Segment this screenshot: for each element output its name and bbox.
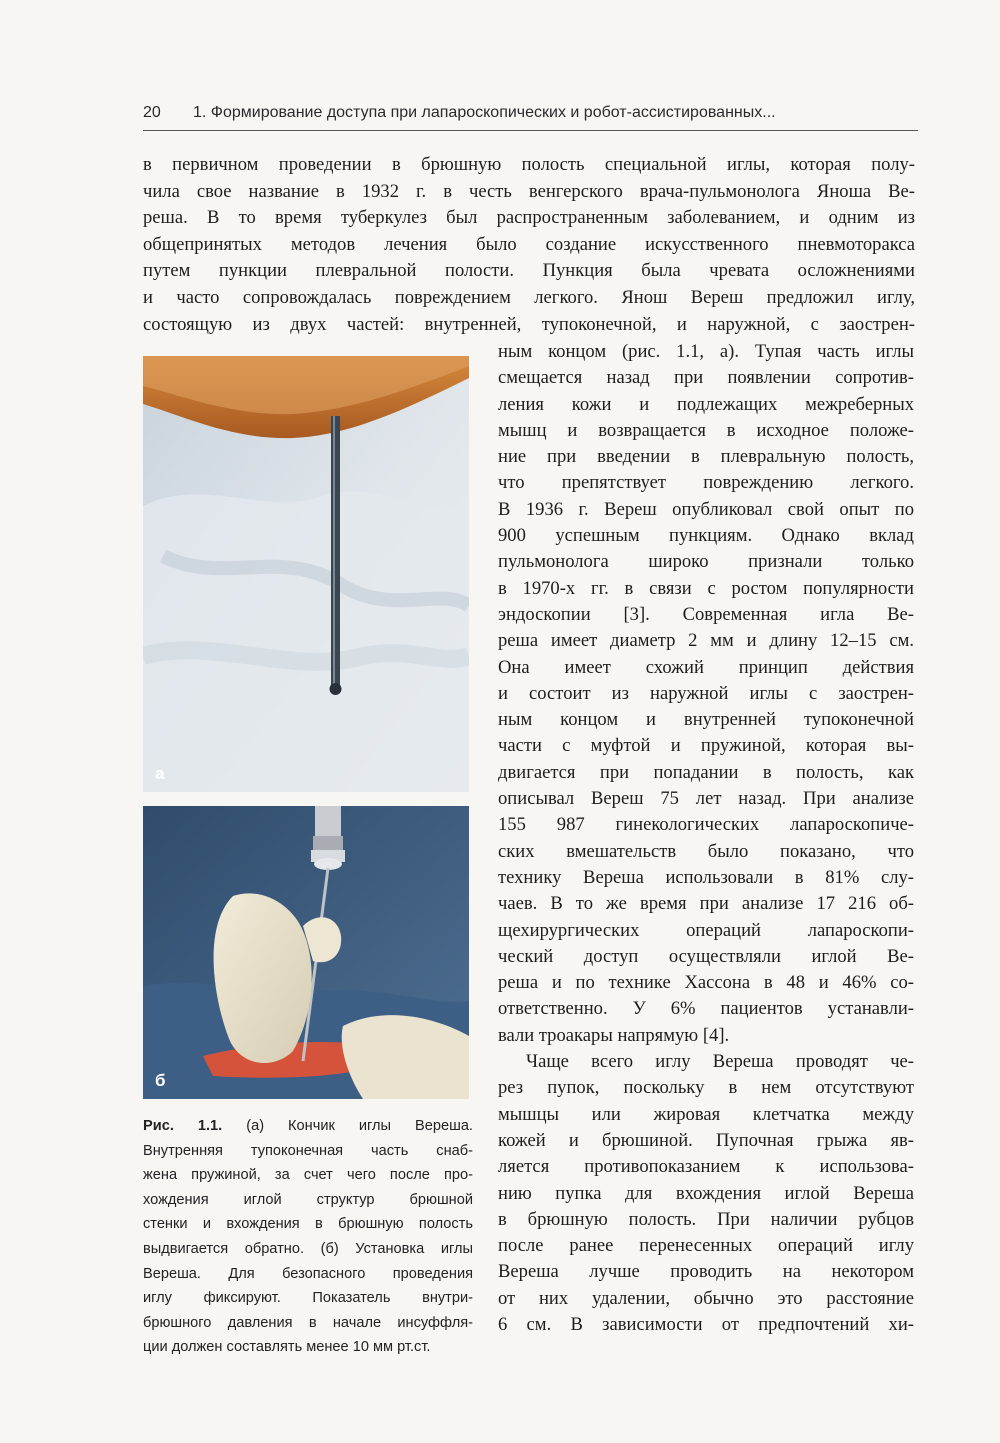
text-line: что препятствует повреждению легкого. — [498, 472, 914, 494]
text-line: смещается назад при появлении сопротив- — [498, 367, 914, 389]
text-line: части с муфтой и пружиной, которая вы- — [498, 735, 914, 757]
text-line: от них удалении, обычно это расстояние — [498, 1287, 914, 1309]
text-line: ние при введении в плевральную полость, — [498, 446, 914, 468]
text-line: ответственно. У 6% пациентов устанавли- — [498, 998, 914, 1020]
caption-line: стенки и вхождения в брюшную полость — [143, 1216, 473, 1233]
text-line: мышцы или жировая клетчатка между — [498, 1103, 914, 1125]
text-line: и состоит из наружной иглы с заострен- — [498, 682, 914, 704]
figure-caption — [143, 1114, 473, 1360]
text-line: пульмонолога широко признали только — [498, 551, 914, 573]
caption-line: жена пружиной, за счет чего после про- — [143, 1167, 473, 1184]
text-line: в 1970-х гг. в связи с ростом популярности — [498, 577, 914, 599]
text-line: состоящую из двух частей: внутренней, тупоконечной, и наружной, с заострен- — [143, 313, 915, 335]
caption-line: Рис. 1.1. (а) Кончик иглы Вереша. — [143, 1118, 473, 1134]
body-text-right-column — [498, 339, 914, 1338]
text-line: Она имеет схожий принцип действия — [498, 656, 914, 678]
text-line: 900 успешным пункциям. Однако вклад — [498, 525, 914, 547]
figure-photo-b — [143, 806, 469, 1099]
text-line: мышц и возвращается в исходное положе- — [498, 419, 914, 441]
body-text-top — [143, 152, 915, 338]
text-line: общепринятых методов лечения было создание искусственного пневмоторакса — [143, 233, 915, 255]
caption-line: хождения иглой структур брюшной — [143, 1191, 473, 1208]
text-line: ских вмешательств было показано, что — [498, 840, 914, 862]
text-line: путем пункции плевральной полости. Пункция была чревата осложнениями — [143, 260, 915, 282]
needle-tip-photo — [143, 356, 469, 792]
text-line: Чаще всего иглу Вереша проводят че- — [526, 1051, 914, 1073]
figure-label-b: б — [155, 1071, 166, 1090]
text-line: 6 см. В зависимости от предпочтений хи- — [498, 1313, 914, 1335]
caption-line: брюшного давления в начале инсуффля- — [143, 1314, 473, 1331]
text-line: вали троакары напрямую [4]. — [498, 1024, 730, 1046]
text-line: ления кожи и подлежащих межреберных — [498, 393, 914, 415]
text-line: ным концом и внутренней тупоконечной — [498, 709, 914, 731]
text-line: реша. В то время туберкулез был распространенным заболеванием, и одним из — [143, 207, 915, 229]
page-number: 20 — [143, 104, 161, 121]
text-line: чила свое название в 1932 г. в честь венгерского врача-пульмонолога Яноша Ве- — [143, 180, 915, 202]
caption-line: выдвигается обратно. (б) Установка иглы — [143, 1240, 473, 1257]
text-line: описывал Вереш 75 лет назад. При анализе — [498, 788, 914, 810]
running-title: 1. Формирование доступа при лапароскопических и робот-ассистированных... — [193, 104, 776, 121]
text-line: двигается при попадании в полость, как — [498, 761, 914, 783]
figure-label-a: а — [155, 764, 165, 783]
text-line: чаев. В то же время при анализе 17 216 об- — [498, 893, 914, 915]
caption-line: иглу фиксируют. Показатель внутри- — [143, 1290, 473, 1307]
figure-photo-a — [143, 356, 469, 792]
text-line: в первичном проведении в брюшную полость специальной иглы, которая полу- — [143, 154, 915, 175]
text-line: ческий доступ осуществляли иглой Ве- — [498, 945, 914, 967]
text-line: ным концом (рис. 1.1, а). Тупая часть иглы — [498, 341, 914, 362]
caption-line: ции должен составлять менее 10 мм рт.ст. — [143, 1339, 431, 1356]
text-line: кожей и брюшиной. Пупочная грыжа яв- — [498, 1129, 914, 1151]
caption-line: Внутренняя тупоконечная часть снаб- — [143, 1142, 473, 1159]
running-header — [143, 104, 918, 131]
text-line: и часто сопровождалась повреждением легкого. Янош Вереш предложил иглу, — [143, 286, 915, 308]
text-line: ляется противопоказанием к использова- — [498, 1156, 914, 1178]
needle-insertion-photo — [143, 806, 469, 1099]
caption-label: Рис. 1.1. — [143, 1118, 223, 1134]
text-line: нию пупка для вхождения иглой Вереша — [498, 1182, 914, 1204]
text-line: Вереша лучше проводить на некотором — [498, 1261, 914, 1283]
text-line: технику Вереша использовали в 81% слу- — [498, 866, 914, 888]
text-line: В 1936 г. Вереш опубликовал свой опыт по — [498, 498, 914, 520]
caption-line: Вереша. Для безопасного проведения — [143, 1265, 473, 1282]
text-line: щехирургических операций лапароскопи- — [498, 919, 914, 941]
text-line: после ранее перенесенных операций иглу — [498, 1235, 914, 1257]
text-line: реша имеет диаметр 2 мм и длину 12–15 см. — [498, 630, 914, 652]
text-line: в брюшную полость. При наличии рубцов — [498, 1208, 914, 1230]
text-line: рез пупок, поскольку в нем отсутствуют — [498, 1077, 914, 1099]
text-line: эндоскопии [3]. Современная игла Ве- — [498, 603, 914, 625]
text-line: 155 987 гинекологических лапароскопиче- — [498, 814, 914, 836]
text-line: реша и по технике Хассона в 48 и 46% со- — [498, 972, 914, 994]
